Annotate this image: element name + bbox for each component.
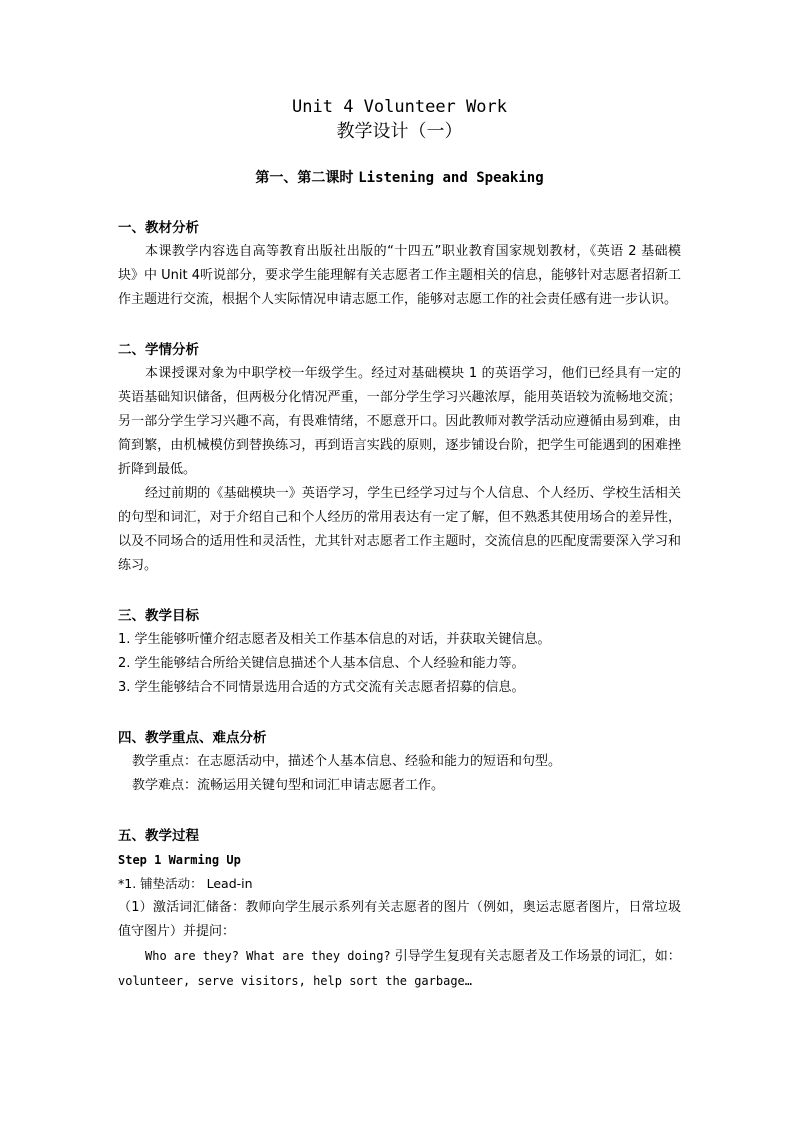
section-heading: 二、学情分析 xyxy=(118,342,199,358)
section-teaching-process xyxy=(118,824,681,993)
lesson-heading-cn: 第一、第二课时 xyxy=(255,170,354,186)
section-textbook-analysis xyxy=(118,216,681,312)
section-heading: 一、教材分析 xyxy=(118,220,199,236)
vocabulary-examples: volunteer, serve visitors, help sort the garbage… xyxy=(118,974,473,988)
section-paragraph: 本课教学内容选自高等教育出版社出版的“十四五”职业教育国家规划教材，《英语 2 基础模块》中 Unit 4听说部分，要求学生能理解有关志愿者工作主题相关的信息，能够针对志愿者招新工作主题进行交流，根据个人实际情况申请志愿工作，能够对志愿工作的社会责任感有进一步认识。 xyxy=(118,244,681,307)
objective-item: 1. 学生能够听懂介绍志愿者及相关工作基本信息的对话，并获取关键信息。 xyxy=(118,632,551,647)
section-key-points xyxy=(118,726,681,798)
section-heading: 三、教学目标 xyxy=(118,608,199,624)
document-subtitle: 教学设计（一） xyxy=(336,121,463,142)
difficulty-point: 教学难点：流畅运用关键句型和词汇申请志愿者工作。 xyxy=(132,778,445,793)
document-title: Unit 4 Volunteer Work xyxy=(292,97,507,117)
section-paragraph: 本课授课对象为中职学校一年级学生。经过对基础模块 1 的英语学习，他们已经具有一定的英语基础知识储备，但两极分化情况严重，一部分学生学习兴趣浓厚，能用英语较为流畅地交流；另一部分学生学习兴趣不高，有畏难情绪，不愿意开口。因此教师对教学活动应遵循由易到难，由简到繁，由机械模仿到替换练习，再到语言实践的原则，逐步铺设台阶，把学生可能遇到的困难挫折降到最低。 xyxy=(118,366,681,477)
lesson-heading-en: Listening and Speaking xyxy=(358,170,544,186)
key-point: 教学重点：在志愿活动中，描述个人基本信息、经验和能力的短语和句型。 xyxy=(132,754,562,769)
objective-item: 3. 学生能够结合不同情景选用合适的方式交流有关志愿者招募的信息。 xyxy=(118,680,525,695)
section-student-analysis xyxy=(118,338,681,578)
activity-label: *1. 铺垫活动： Lead-in xyxy=(118,876,253,891)
step-heading: Step 1 Warming Up xyxy=(118,853,241,867)
section-paragraph: 经过前期的《基础模块一》英语学习，学生已经学习过与个人信息、个人经历、学校生活相关的句型和词汇，对于介绍自己和个人经历的常用表达有一定了解，但不熟悉其使用场合的差异性，以及不同场合的适用性和灵活性，尤其针对志愿者工作主题时，交流信息的匹配度需要深入学习和练习。 xyxy=(118,486,681,573)
objective-item: 2. 学生能够结合所给关键信息描述个人基本信息、个人经验和能力等。 xyxy=(118,656,525,671)
section-heading: 四、教学重点、难点分析 xyxy=(118,730,267,746)
section-heading: 五、教学过程 xyxy=(118,828,199,844)
lesson-heading xyxy=(118,168,681,188)
question-guidance: 引导学生复现有关志愿者及工作场景的词汇，如： xyxy=(390,949,681,964)
section-teaching-objectives xyxy=(118,604,681,700)
question-text: Who are they? What are they doing? xyxy=(145,949,391,963)
activity-questions xyxy=(118,944,681,969)
activity-paragraph: （1）激活词汇储备：教师向学生展示系列有关志愿者的图片（例如，奥运志愿者图片，日常垃圾值守图片）并提问： xyxy=(118,900,681,939)
